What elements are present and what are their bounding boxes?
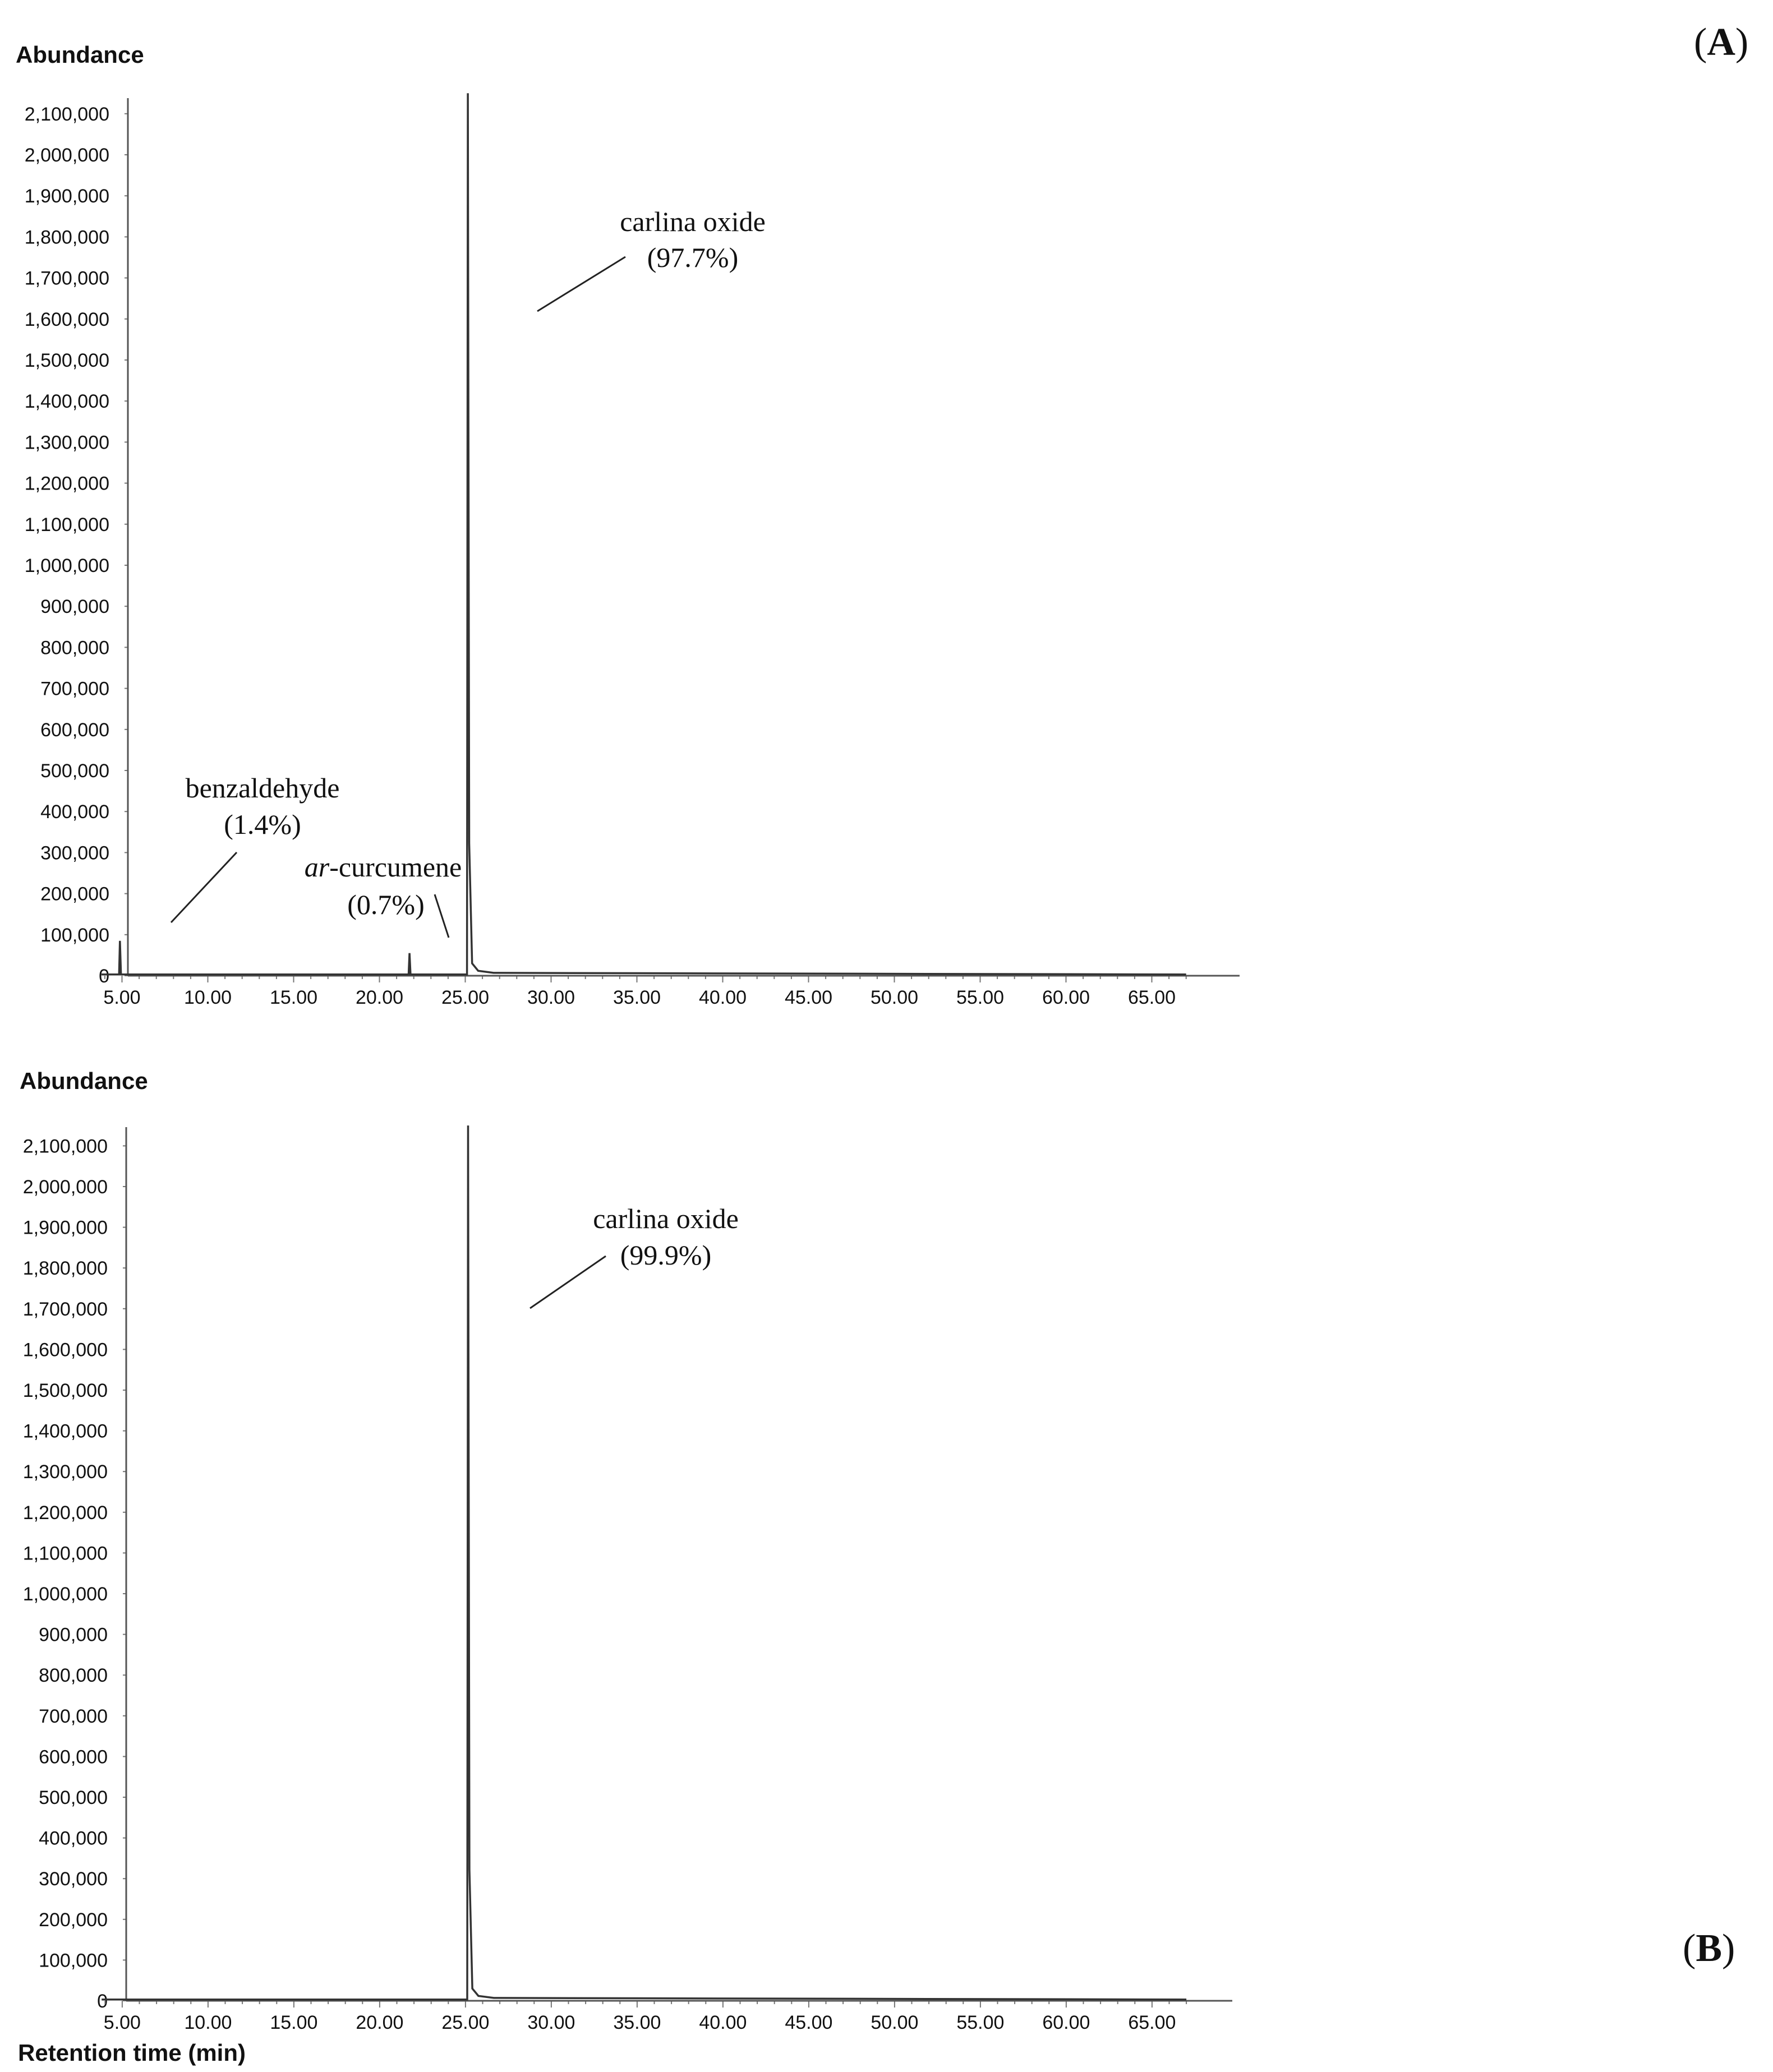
x-tick-label: 15.00 <box>269 987 318 1008</box>
annotation-ar-curcumene <box>305 851 462 938</box>
x-tick-label: 10.00 <box>183 987 232 1008</box>
y-tick-label: 1,000,000 <box>24 555 109 576</box>
y-tick-label: 2,000,000 <box>24 145 109 166</box>
y-tick-label: 1,200,000 <box>22 1502 108 1524</box>
x-tick-label: 5.00 <box>103 2012 141 2033</box>
x-tick-label: 60.00 <box>1042 987 1090 1008</box>
y-tick-label: 500,000 <box>40 760 109 782</box>
y-tick-label: 900,000 <box>40 596 109 618</box>
y-tick-label: 500,000 <box>39 1787 108 1808</box>
annotation-leader-line <box>435 894 449 938</box>
x-tick-label: 55.00 <box>956 987 1005 1008</box>
y-tick-label: 400,000 <box>39 1828 108 1849</box>
y-tick-label: 600,000 <box>39 1746 108 1768</box>
x-tick-label: 50.00 <box>870 987 919 1008</box>
x-tick-label: 40.00 <box>699 2012 747 2033</box>
annotation-percent: (99.9%) <box>620 1239 712 1271</box>
y-tick-label: 1,900,000 <box>22 1217 108 1239</box>
y-tick-labels <box>23 1136 108 2012</box>
y-tick-label: 700,000 <box>40 678 109 700</box>
annotation-label: carlina oxide <box>620 206 766 237</box>
y-tick-label: 800,000 <box>39 1665 108 1687</box>
y-tick-label: 400,000 <box>40 801 109 823</box>
annotation-percent: (0.7%) <box>347 889 425 920</box>
y-tick-label: 1,500,000 <box>22 1380 108 1401</box>
x-tick-label: 20.00 <box>355 987 404 1008</box>
chart-panel-b <box>18 1068 1735 2066</box>
y-tick-label: 1,400,000 <box>24 391 109 413</box>
y-tick-label: 2,100,000 <box>24 103 109 125</box>
x-tick-label: 60.00 <box>1042 2012 1090 2033</box>
x-tick-label: 40.00 <box>698 987 747 1008</box>
y-tick-label: 1,200,000 <box>24 473 109 495</box>
y-tick-label: 300,000 <box>39 1868 108 1890</box>
y-tick-label: 1,800,000 <box>24 227 109 248</box>
y-tick-label: 1,700,000 <box>22 1298 108 1320</box>
y-tick-label: 300,000 <box>40 842 109 864</box>
x-tick-label: 45.00 <box>784 987 833 1008</box>
annotation-label: carlina oxide <box>593 1203 739 1234</box>
y-tick-label: 100,000 <box>40 924 109 946</box>
y-tick-label: 1,700,000 <box>24 267 109 289</box>
x-axis-title: Retention time (min) <box>18 2039 246 2066</box>
y-tick-label: 0 <box>99 966 109 987</box>
y-tick-label: 1,800,000 <box>22 1258 108 1280</box>
x-tick-label: 50.00 <box>871 2012 919 2033</box>
y-axis-title: Abundance <box>20 1068 148 1094</box>
y-tick-label: 1,100,000 <box>22 1543 108 1565</box>
y-tick-label: 800,000 <box>40 637 109 659</box>
y-tick-label: 1,400,000 <box>22 1420 108 1442</box>
annotation-leader-line <box>537 257 625 311</box>
annotation-percent: (1.4%) <box>224 809 301 840</box>
x-tick-label: 30.00 <box>527 2012 575 2033</box>
x-tick-label: 55.00 <box>956 2012 1005 2033</box>
y-tick-label: 1,900,000 <box>24 186 109 207</box>
panel-label-b: (B) <box>1683 1927 1735 1970</box>
y-axis-title: Abundance <box>16 41 144 68</box>
panel-label-a: (A) <box>1694 21 1749 64</box>
x-tick-label: 25.00 <box>441 2012 490 2033</box>
x-tick-label: 30.00 <box>527 987 575 1008</box>
y-tick-label: 700,000 <box>39 1705 108 1727</box>
x-tick-label: 35.00 <box>613 987 661 1008</box>
x-tick-label: 25.00 <box>441 987 490 1008</box>
y-tick-label: 200,000 <box>39 1909 108 1931</box>
x-tick-labels <box>104 2012 1176 2033</box>
y-tick-label: 900,000 <box>39 1624 108 1646</box>
annotation-percent: (97.7%) <box>647 242 739 273</box>
chart-panel-a <box>16 21 1748 1008</box>
y-tick-label: 100,000 <box>39 1950 108 1972</box>
annotation-carlina-oxide <box>537 206 766 311</box>
annotation-benzaldehyde <box>171 772 339 922</box>
x-tick-label: 35.00 <box>613 2012 661 2033</box>
x-ticks <box>105 2001 1186 2008</box>
y-tick-label: 1,300,000 <box>24 432 109 454</box>
x-tick-label: 5.00 <box>103 987 141 1008</box>
annotation-leader-line <box>530 1256 606 1308</box>
annotation-label: ar-curcumene <box>304 851 462 883</box>
y-tick-label: 1,600,000 <box>24 308 109 330</box>
y-tick-label: 2,000,000 <box>22 1176 108 1198</box>
x-tick-label: 45.00 <box>785 2012 833 2033</box>
annotation-leader-line <box>171 852 237 922</box>
y-tick-label: 2,100,000 <box>22 1136 108 1157</box>
x-tick-label: 10.00 <box>184 2012 232 2033</box>
annotation-carlina-oxide <box>530 1203 739 1308</box>
y-tick-label: 1,300,000 <box>22 1461 108 1483</box>
x-tick-label: 20.00 <box>356 2012 404 2033</box>
x-tick-label: 65.00 <box>1128 2012 1176 2033</box>
annotation-label: benzaldehyde <box>185 772 340 804</box>
x-tick-label: 15.00 <box>270 2012 318 2033</box>
y-tick-label: 1,500,000 <box>24 350 109 371</box>
y-tick-labels <box>25 104 109 987</box>
y-tick-label: 0 <box>97 1991 108 2012</box>
x-tick-label: 65.00 <box>1127 987 1176 1008</box>
x-tick-labels <box>103 987 1176 1008</box>
x-ticks <box>105 976 1186 982</box>
y-tick-label: 1,000,000 <box>22 1584 108 1605</box>
y-tick-label: 1,600,000 <box>22 1339 108 1361</box>
y-tick-label: 600,000 <box>40 719 109 741</box>
y-tick-label: 200,000 <box>40 883 109 905</box>
y-tick-label: 1,100,000 <box>24 514 109 536</box>
